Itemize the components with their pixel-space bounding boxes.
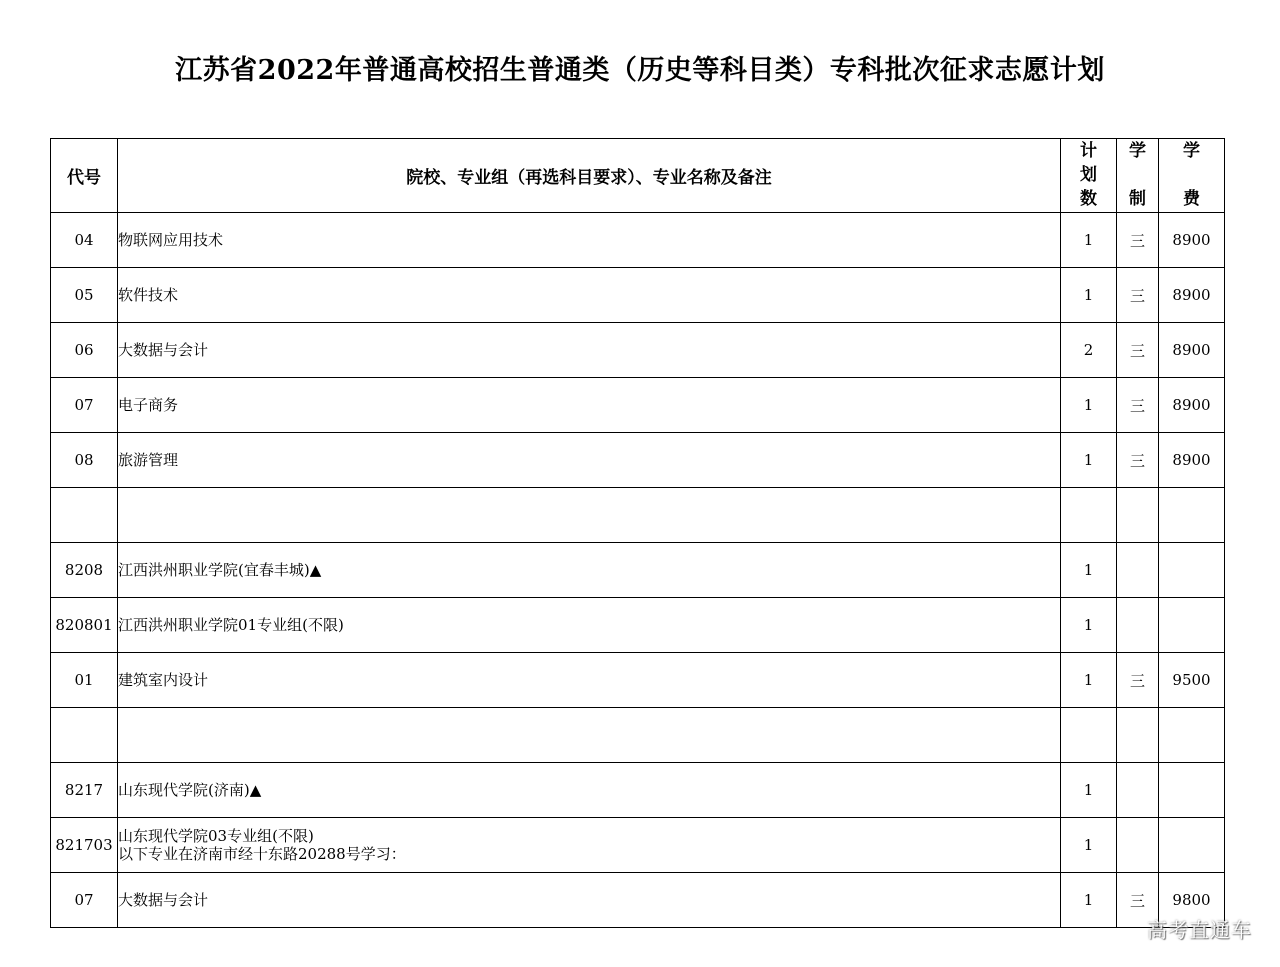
watermark-text: 高考直通车: [1147, 918, 1252, 942]
row-name: [118, 488, 1061, 543]
table-row: [51, 873, 1225, 928]
row-name-line: 物联网应用技术: [118, 231, 224, 249]
row-name-line: 大数据与会计: [118, 341, 209, 359]
row-plan-count: [1061, 488, 1117, 543]
row-code: 06: [51, 323, 118, 378]
row-tuition-fee: 8900: [1159, 268, 1225, 323]
row-name-line: 软件技术: [118, 286, 179, 304]
row-study-length: [1117, 543, 1159, 598]
row-study-length: 三: [1117, 213, 1159, 268]
row-plan-count: 2: [1061, 323, 1117, 378]
table-body: [51, 213, 1225, 928]
table-row: [51, 488, 1225, 543]
row-tuition-fee: 9500: [1159, 653, 1225, 708]
row-plan-count: 1: [1061, 653, 1117, 708]
header-fee: [1159, 139, 1225, 213]
row-plan-count: 1: [1061, 433, 1117, 488]
header-name: 院校、专业组（再选科目要求）、专业名称及备注: [118, 139, 1061, 213]
table-row: [51, 213, 1225, 268]
row-code: 07: [51, 378, 118, 433]
row-plan-count: 1: [1061, 873, 1117, 928]
row-name: [118, 378, 1061, 433]
row-plan-count: 1: [1061, 543, 1117, 598]
row-tuition-fee: [1159, 708, 1225, 763]
table-row: [51, 323, 1225, 378]
row-plan-count: 1: [1061, 598, 1117, 653]
row-tuition-fee: [1159, 818, 1225, 873]
row-name: [118, 598, 1061, 653]
row-code: 8208: [51, 543, 118, 598]
row-study-length: [1117, 488, 1159, 543]
row-name-line: 大数据与会计: [118, 891, 209, 909]
row-study-length: 三: [1117, 378, 1159, 433]
table-header-row: [51, 139, 1225, 213]
row-plan-count: 1: [1061, 818, 1117, 873]
row-tuition-fee: 9800: [1159, 873, 1225, 928]
row-study-length: 三: [1117, 653, 1159, 708]
row-code: 01: [51, 653, 118, 708]
row-tuition-fee: 8900: [1159, 323, 1225, 378]
header-fee-char: 费: [1183, 189, 1200, 209]
row-code: 07: [51, 873, 118, 928]
row-name: [118, 323, 1061, 378]
row-name: [118, 818, 1061, 873]
row-code: 04: [51, 213, 118, 268]
row-name: [118, 653, 1061, 708]
row-name-line: 江西洪州职业学院(宜春丰城)▲: [118, 561, 322, 579]
table-row: [51, 378, 1225, 433]
row-name-line: 江西洪州职业学院01专业组(不限): [118, 616, 344, 634]
row-name: [118, 708, 1061, 763]
row-code: 821703: [51, 818, 118, 873]
row-name: [118, 213, 1061, 268]
enrollment-plan-table: [50, 138, 1225, 928]
header-fee-char: 学: [1183, 141, 1200, 161]
row-tuition-fee: [1159, 598, 1225, 653]
row-plan-count: 1: [1061, 213, 1117, 268]
table-row: [51, 653, 1225, 708]
row-name-note: 以下专业在济南市经十东路20288号学习：: [118, 845, 406, 863]
row-tuition-fee: 8900: [1159, 433, 1225, 488]
table-row: [51, 763, 1225, 818]
header-code: 代号: [51, 139, 118, 213]
header-length-char: 制: [1129, 189, 1146, 209]
row-name: [118, 763, 1061, 818]
row-name-line: 电子商务: [118, 396, 179, 414]
header-length-char: 学: [1129, 141, 1146, 161]
row-tuition-fee: 8900: [1159, 213, 1225, 268]
row-code: 05: [51, 268, 118, 323]
row-study-length: [1117, 598, 1159, 653]
header-plan-char: 数: [1080, 189, 1097, 209]
page-title: 江苏省2022年普通高校招生普通类（历史等科目类）专科批次征求志愿计划: [175, 55, 1105, 86]
row-study-length: 三: [1117, 433, 1159, 488]
header-plan: [1061, 139, 1117, 213]
row-name-line: 山东现代学院(济南)▲: [118, 781, 262, 799]
row-code: [51, 488, 118, 543]
row-code: 8217: [51, 763, 118, 818]
row-name: [118, 543, 1061, 598]
table-row: [51, 708, 1225, 763]
row-name-line: 山东现代学院03专业组(不限): [118, 827, 314, 845]
row-name-line: 旅游管理: [118, 451, 179, 469]
row-plan-count: 1: [1061, 763, 1117, 818]
header-plan-char: 计: [1080, 141, 1097, 161]
row-name: [118, 873, 1061, 928]
row-tuition-fee: 8900: [1159, 378, 1225, 433]
row-study-length: [1117, 818, 1159, 873]
row-name: [118, 268, 1061, 323]
header-length: [1117, 139, 1159, 213]
table-row: [51, 598, 1225, 653]
row-plan-count: [1061, 708, 1117, 763]
row-study-length: [1117, 708, 1159, 763]
row-code: 08: [51, 433, 118, 488]
row-study-length: 三: [1117, 268, 1159, 323]
row-plan-count: 1: [1061, 268, 1117, 323]
row-tuition-fee: [1159, 488, 1225, 543]
row-tuition-fee: [1159, 763, 1225, 818]
row-study-length: 三: [1117, 323, 1159, 378]
row-plan-count: 1: [1061, 378, 1117, 433]
row-code: [51, 708, 118, 763]
row-code: 820801: [51, 598, 118, 653]
table-row: [51, 818, 1225, 873]
row-name-line: 建筑室内设计: [118, 671, 209, 689]
table-row: [51, 268, 1225, 323]
row-tuition-fee: [1159, 543, 1225, 598]
row-study-length: [1117, 763, 1159, 818]
table-row: [51, 433, 1225, 488]
row-name: [118, 433, 1061, 488]
row-study-length: 三: [1117, 873, 1159, 928]
header-plan-char: 划: [1080, 165, 1097, 185]
table-row: [51, 543, 1225, 598]
